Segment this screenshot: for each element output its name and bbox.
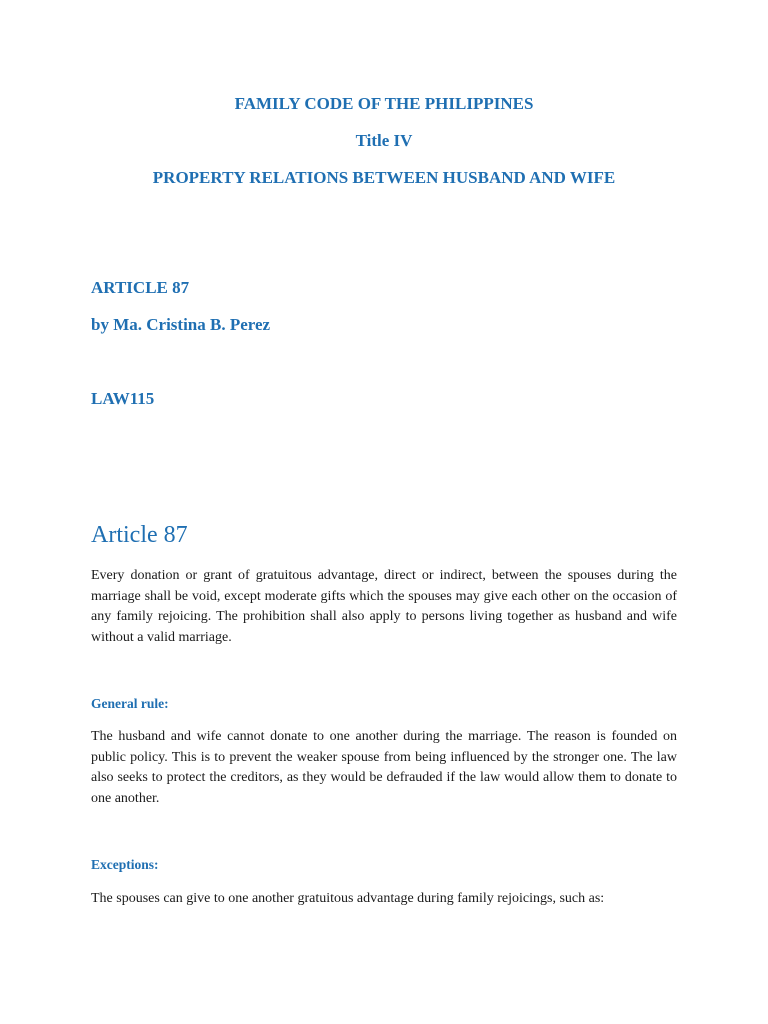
code-title: FAMILY CODE OF THE PHILIPPINES bbox=[234, 94, 534, 113]
article-text: Every donation or grant of gratuitous advantage, direct or indirect, between the spouses during the marriage shall be void, except moderate gifts which the spouses may give each other on the occasion of any family rejoicing. The prohibition shall also apply to persons living together as husband and wife without a valid marriage. bbox=[91, 568, 677, 645]
course-code: LAW115 bbox=[91, 389, 155, 408]
exceptions-text: The spouses can give to one another gratuitous advantage during family rejoicings, such as: bbox=[91, 891, 605, 906]
article-label: ARTICLE 87 bbox=[91, 278, 190, 297]
title-number: Title IV bbox=[355, 131, 413, 150]
general-rule-heading: General rule: bbox=[91, 696, 169, 711]
title-subject: PROPERTY RELATIONS BETWEEN HUSBAND AND WIFE bbox=[152, 168, 616, 187]
exceptions-heading: Exceptions: bbox=[91, 857, 159, 872]
general-rule-text: The husband and wife cannot donate to one another during the marriage. The reason is founded on public policy. This is to prevent the weaker spouse from being influenced by the stronger one. The law also seeks to protect the creditors, as they would be defrauded if the law would allow them to donate to one another. bbox=[91, 729, 677, 806]
article-heading: Article 87 bbox=[91, 522, 188, 548]
author-line: by Ma. Cristina B. Perez bbox=[91, 315, 271, 334]
